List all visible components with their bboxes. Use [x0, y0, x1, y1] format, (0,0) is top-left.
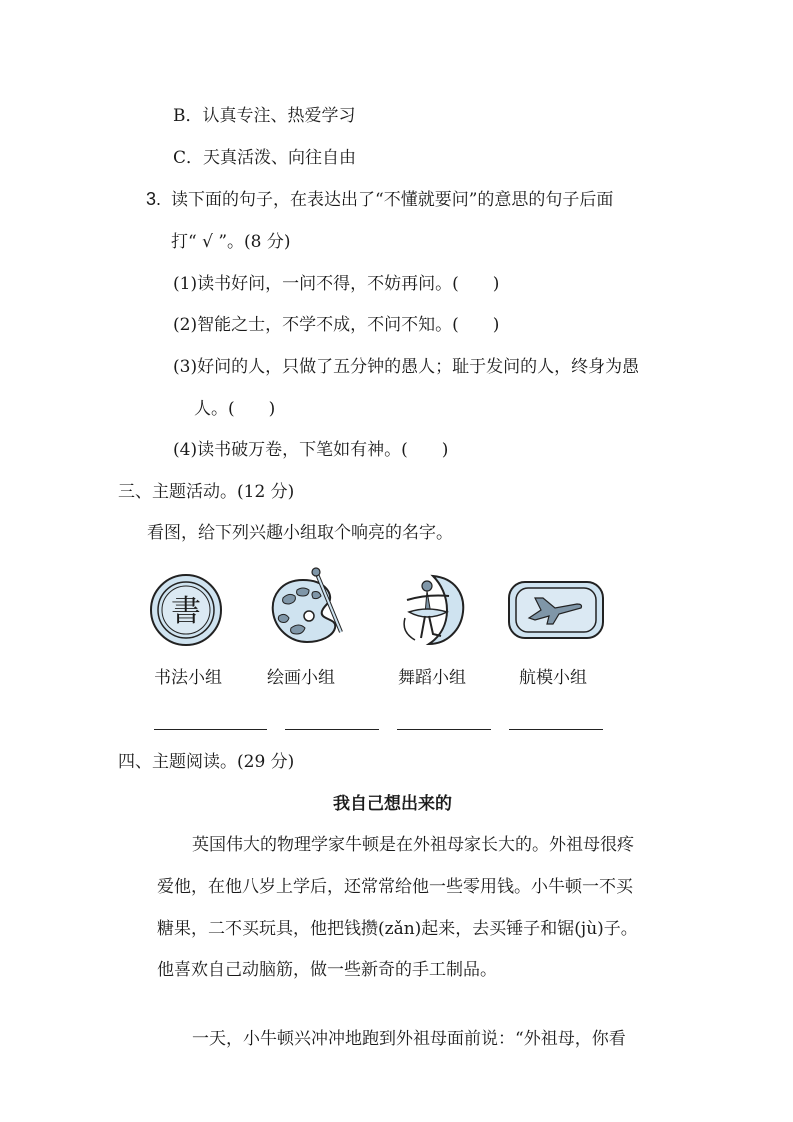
question-item-4: (4)读书破万卷，下笔如有神。( )	[173, 440, 449, 460]
question-item-3: (3)好问的人，只做了五分钟的愚人；耻于发问的人，终身为愚	[173, 357, 640, 377]
group-label-painting: 绘画小组	[267, 668, 335, 688]
airplane-model-icon	[507, 580, 605, 640]
option-b: B．认真专注、热爱学习	[173, 106, 356, 126]
group-label-dance: 舞蹈小组	[398, 668, 466, 688]
answer-blank-2[interactable]	[285, 729, 379, 730]
passage-line: 糖果，二不买玩具，他把钱攒(zǎn)起来，去买锤子和锯(jù)子。	[157, 919, 638, 939]
question-item-2: (2)智能之士，不学不成，不问不知。( )	[173, 315, 500, 335]
paint-palette-icon	[267, 566, 347, 650]
section-heading: 四、主题阅读。(29 分)	[118, 752, 295, 772]
passage-line: 英国伟大的物理学家牛顿是在外祖母家长大的。外祖母很疼	[192, 835, 634, 855]
question-number: 3.	[146, 189, 162, 209]
group-label-aircraft-model: 航模小组	[519, 668, 587, 688]
section-instruction: 看图，给下列兴趣小组取个响亮的名字。	[147, 523, 453, 543]
passage-line: 他喜欢自己动脑筋，做一些新奇的手工制品。	[157, 960, 497, 980]
answer-blank-3[interactable]	[397, 729, 491, 730]
passage-title: 我自己想出来的	[333, 794, 452, 814]
dancer-icon	[397, 572, 467, 648]
calligraphy-character: 書	[171, 594, 201, 629]
group-label-calligraphy: 书法小组	[154, 668, 222, 688]
question-item-1: (1)读书好问，一问不得，不妨再问。( )	[173, 274, 500, 294]
answer-blank-1[interactable]	[154, 729, 267, 730]
option-c: C．天真活泼、向往自由	[173, 148, 357, 168]
question-stem: 读下面的句子，在表达出了“不懂就要问”的意思的句子后面	[171, 190, 614, 210]
section-heading: 三、主题活动。(12 分)	[118, 482, 295, 502]
question-item-3-continued: 人。( )	[194, 399, 276, 419]
calligraphy-icon	[149, 573, 223, 647]
question-stem-continued: 打“ √ ”。(8 分)	[171, 232, 291, 252]
answer-blank-4[interactable]	[509, 729, 603, 730]
passage-line: 爱他，在他八岁上学后，还常常给他一些零用钱。小牛顿一不买	[157, 877, 633, 897]
passage-line: 一天，小牛顿兴冲冲地跑到外祖母面前说：“外祖母，你看	[192, 1029, 626, 1049]
